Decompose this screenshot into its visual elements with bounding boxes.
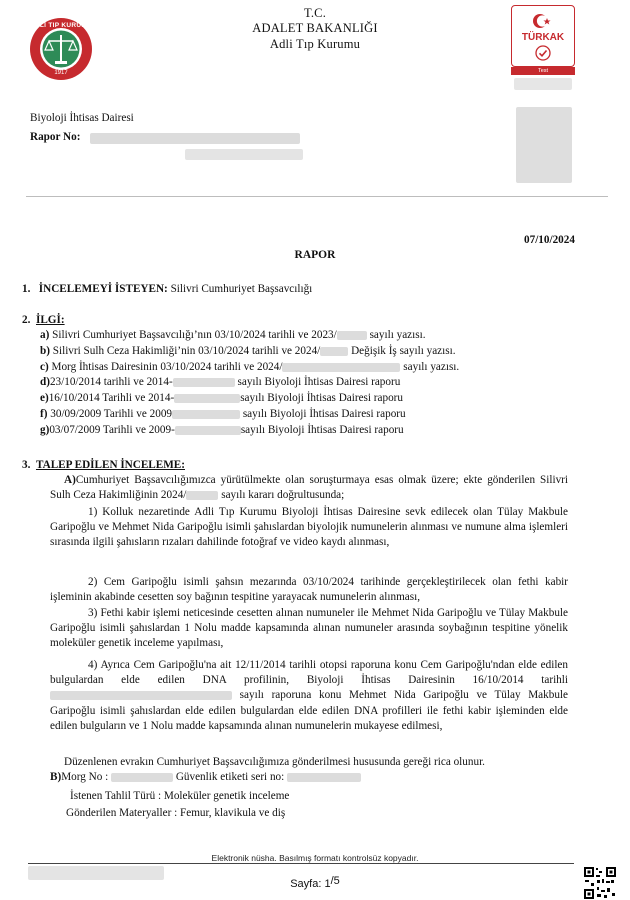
- section-2-num: 2.: [22, 314, 31, 326]
- page-label: Sayfa:: [290, 878, 322, 890]
- header-divider: [26, 196, 608, 197]
- tahlil-value: : Moleküler genetik inceleme: [157, 790, 290, 802]
- materyal-row: [66, 806, 285, 821]
- qr-code: [583, 866, 617, 900]
- logo-text: ADLİ TIP KURUMU: [29, 22, 93, 29]
- section-3-closing: Düzenlenen evrakın Cumhuriyet Başsavcılığımıza gönderilmesi hususunda gereği rica olunur.: [64, 756, 485, 768]
- tahlil-label: İstenen Tahlil Türü: [70, 790, 156, 802]
- ilgi-d: d)23/10/2014 tarihli ve 2014- sayılı Biyoloji İhtisas Dairesi raporu: [40, 376, 401, 389]
- department: Biyoloji İhtisas Dairesi: [30, 112, 134, 124]
- section-3-item-1: 1) Kolluk nezaretinde Adli Tıp Kurumu Biyoloji İhtisas Dairesine sevk edilecek olan Tülay Makbule Garipoğlu ve Mehmet Nida Garipoğlu isimli şahıslardan biyolojik numunelerin alınması ve numune alma işlemleri sırasında ilgili şahısların rızaları dahilinde fotoğraf ve video kaydı alınması,: [50, 506, 568, 549]
- report-title: RAPOR: [294, 249, 336, 261]
- section-3-item-2: 2) Cem Garipoğlu isimli şahsın mezarında 03/10/2024 tarihinde gerçekleştirilecek olan fethi kabir işleminin akabinde cesetten soy bağının tespitine yarayacak numunelerin alınması,: [50, 576, 568, 604]
- section-3-heading: [22, 458, 185, 473]
- section-3-num: 3.: [22, 459, 31, 471]
- header-ministry: ADALET BAKANLIĞI: [252, 21, 378, 35]
- footer-divider: [28, 863, 574, 864]
- section-1-num: 1.: [22, 283, 31, 295]
- report-date: 07/10/2024: [524, 234, 575, 246]
- tahlil-row: [70, 789, 289, 804]
- ilgi-g: g)03/07/2009 Tarihli ve 2009- sayılı Biyoloji İhtisas Dairesi raporu: [40, 423, 404, 436]
- section-2-heading: [22, 313, 65, 328]
- qr-redacted: [516, 107, 572, 183]
- materyal-value: : Femur, klavikula ve diş: [174, 807, 286, 819]
- ilgi-list: [40, 328, 459, 439]
- turkak-logo: [511, 5, 575, 91]
- section-1-value: Silivri Cumhuriyet Başsavcılığı: [170, 283, 313, 295]
- section-3-a: A)Cumhuriyet Başsavcılığımızca yürütülmekte olan soruşturmaya esas olmak üzere; ekte gönderilen Silivri Sulh Ceza Hakimliğinin 2024/ sayılı kararı doğrultusunda;: [50, 474, 568, 502]
- ilgi-a: a) Silivri Cumhuriyet Başsavcılığı’nın 03/10/2024 tarihli ve 2023/ sayılı yazısı.: [40, 329, 426, 341]
- section-3-item-4: 4) Ayrıca Cem Garipoğlu'na ait 12/11/2014 tarihli otopsi raporuna konu Cem Garipoğlu'ndan elde edilen bulgulardan elde edilen DNA profilinin, Biyoloji İhtisas Dairesinin 16/10/2014 tarihli sayılı raporuna konu Mehmet Nida Garipoğlu ve Tülay Makbule Garipoğlu isimli şahıslardan elde edilen bulgulardan elde edilen DNA profilleri ile fethi kabir işleminden elde edilen bulguların ve 1 Nolu madde kapsamında alınan numunelerin mukayese edilmesi,: [50, 659, 568, 732]
- section-1: [22, 282, 312, 297]
- section-3-label: TALEP EDİLEN İNCELEME:: [35, 459, 185, 471]
- ilgi-f: f) 30/09/2009 Tarihli ve 2009 sayılı Biyoloji İhtisas Dairesi raporu: [40, 407, 406, 420]
- section-2-label: İLGİ:: [35, 314, 65, 326]
- rapor-no-redacted: [90, 133, 300, 144]
- ilgi-e: e)16/10/2014 Tarihli ve 2014- sayılı Biyoloji İhtisas Dairesi raporu: [40, 392, 404, 405]
- page-current: 1: [324, 878, 331, 890]
- turkak-sub: Test: [537, 68, 549, 74]
- checkmark-icon: [535, 45, 551, 61]
- section-1-label: İNCELEMEYİ İSTEYEN:: [38, 283, 168, 295]
- header-institution: Adli Tıp Kurumu: [269, 37, 361, 51]
- turkak-text: TÜRKAK: [521, 32, 565, 43]
- header-tc: T.C.: [303, 6, 327, 20]
- section-3-b: B)Morg No : Güvenlik etiketi seri no:: [50, 770, 361, 785]
- logo-year: 1917: [54, 70, 68, 76]
- footer-note: Elektronik nüsha. Basılmış formatı kontrolsüz kopyadır.: [211, 853, 419, 863]
- page-total: /5: [330, 875, 340, 887]
- ilgi-c: c) Morg İhtisas Dairesinin 03/10/2024 tarihli ve 2024/ sayılı yazısı.: [40, 360, 460, 373]
- ilgi-b: b) Silivri Sulh Ceza Hakimliği’nin 03/10/2024 tarihli ve 2024/ Değişik İş sayılı yazısı.: [40, 344, 456, 357]
- section-3-item-3: 3) Fethi kabir işlemi neticesinde cesetten alınan numuneler ile Mehmet Nida Garipoğlu ve Tülay Makbule Garipoğlu isimli şahıslardan 1 Nolu madde kapsamında alınan numuneler arasında soybağının tespitine yönelik moleküler genetik inceleme yapılması,: [50, 607, 568, 650]
- materyal-label: Gönderilen Materyaller: [66, 807, 172, 819]
- page-number: [0, 875, 630, 890]
- rapor-no-label: Rapor No:: [30, 131, 81, 143]
